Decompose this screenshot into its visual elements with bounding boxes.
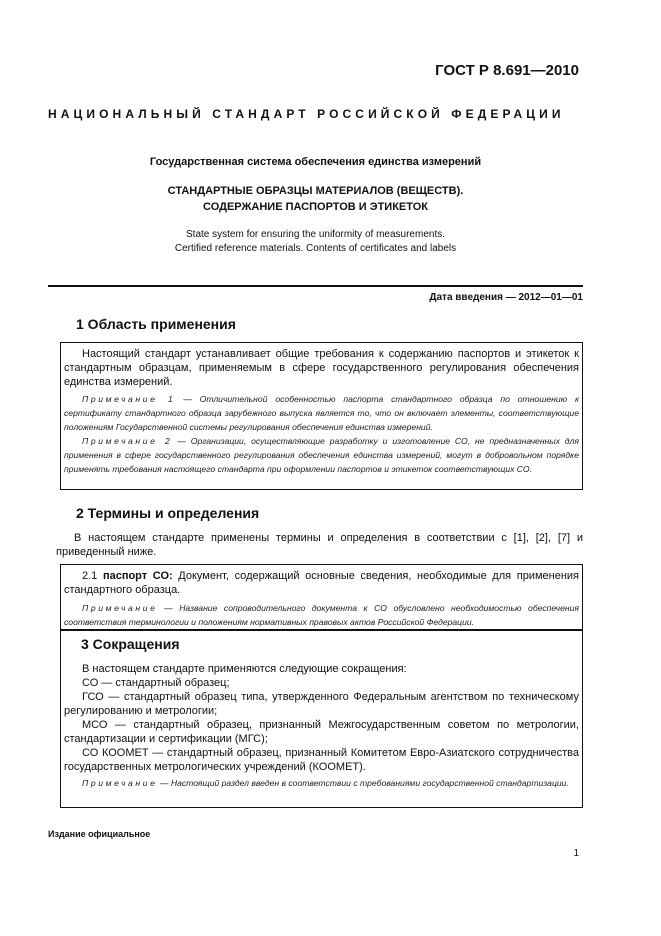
term-definition: [64, 569, 579, 597]
note-label: Примечание 2: [82, 436, 173, 446]
section-1-paragraph: Настоящий стандарт устанавливает общие требования к содержанию паспортов и этикеток к стандартным образцам, применяемым в сфере государственного регулирования обеспечения единства измерений.: [64, 348, 579, 388]
section-2-intro: В настоящем стандарте применены термины и определения в соответствии с [1], [2], [7] и приведенный ниже.: [56, 532, 583, 558]
abbreviation-item: ГСО — стандартный образец типа, утвержденного Федеральным агентством по техническому регулированию и метрологии;: [64, 691, 579, 717]
note-label: Примечание: [82, 603, 158, 613]
document-number: ГОСТ Р 8.691—2010: [435, 62, 579, 79]
term-text: Документ, содержащий основные сведения, необходимые для применения стандартного образца.: [64, 570, 580, 596]
section-1-heading: 1 Область применения: [76, 316, 236, 332]
section-1-note-1: [64, 392, 579, 434]
section-3-note: [64, 776, 579, 790]
title-line-1: СТАНДАРТНЫЕ ОБРАЗЦЫ МАТЕРИАЛОВ (ВЕЩЕСТВ).: [167, 185, 464, 197]
abbreviation-item: МСО — стандартный образец, признанный Межгосударственным советом по метрологии, стандартизации и сертификации (МГС);: [64, 719, 579, 745]
term-number: 2.1: [82, 570, 98, 582]
note-text: — Организации, осуществляющие разработку и изготовление СО, не предназначенных для применения в сфере государственного регулирования обеспечения единства измерений, могут в добровольном порядке применять требования настоящего стандарта при оформлении паспортов и этикеток соответствующих СО.: [64, 436, 579, 474]
note-label: Примечание 1: [82, 394, 176, 404]
note-label: Примечание: [82, 778, 158, 788]
national-standard-title: НАЦИОНАЛЬНЫЙ СТАНДАРТ РОССИЙСКОЙ ФЕДЕРАЦИИ: [48, 107, 565, 121]
english-title: [48, 228, 583, 256]
page-number: 1: [573, 848, 579, 859]
note-text: — Название сопроводительного документа к СО обусловлено необходимостью обеспечения соответствия терминологии и положениям нормативных правовых актов Российской Федерации.: [64, 603, 579, 627]
term-name: паспорт СО:: [102, 570, 173, 582]
note-text: — Настоящий раздел введен в соответствии с требованиями государственной стандартизации.: [157, 778, 569, 788]
section-2-heading: 2 Термины и определения: [76, 505, 260, 521]
header-rule: [48, 285, 583, 287]
title-line-2: СОДЕРЖАНИЕ ПАСПОРТОВ И ЭТИКЕТОК: [203, 201, 428, 213]
abbreviations-list: [64, 662, 579, 774]
note-text: — Отличительной особенностью паспорта стандартного образца по отношению к сертификату стандартного образца зарубежного выпуска является то, что он включает элементы, соответствующие положениям Государственной системы регулирования обеспечения единства измерений.: [64, 394, 580, 432]
section-2-note: [64, 601, 579, 629]
english-title-line-1: State system for ensuring the uniformity of measurements.: [186, 229, 445, 240]
document-title: [48, 183, 583, 215]
edition-label: Издание официальное: [48, 829, 151, 839]
abbreviations-intro: В настоящем стандарте применяются следующие сокращения:: [82, 663, 407, 675]
system-title: Государственная система обеспечения единства измерений: [149, 156, 482, 168]
section-1-note-2: [64, 434, 579, 476]
abbreviation-item: СО — стандартный образец;: [82, 677, 230, 689]
abbreviation-item: СО КООМЕТ — стандартный образец, признанный Комитетом Евро-Азиатского сотрудничества государственных метрологических учреждений (КООМЕТ).: [64, 747, 579, 773]
section-3-heading: 3 Сокращения: [81, 636, 180, 652]
english-title-line-2: Certified reference materials. Contents of certificates and labels: [174, 243, 457, 254]
introduction-date: Дата введения — 2012—01—01: [429, 292, 583, 303]
